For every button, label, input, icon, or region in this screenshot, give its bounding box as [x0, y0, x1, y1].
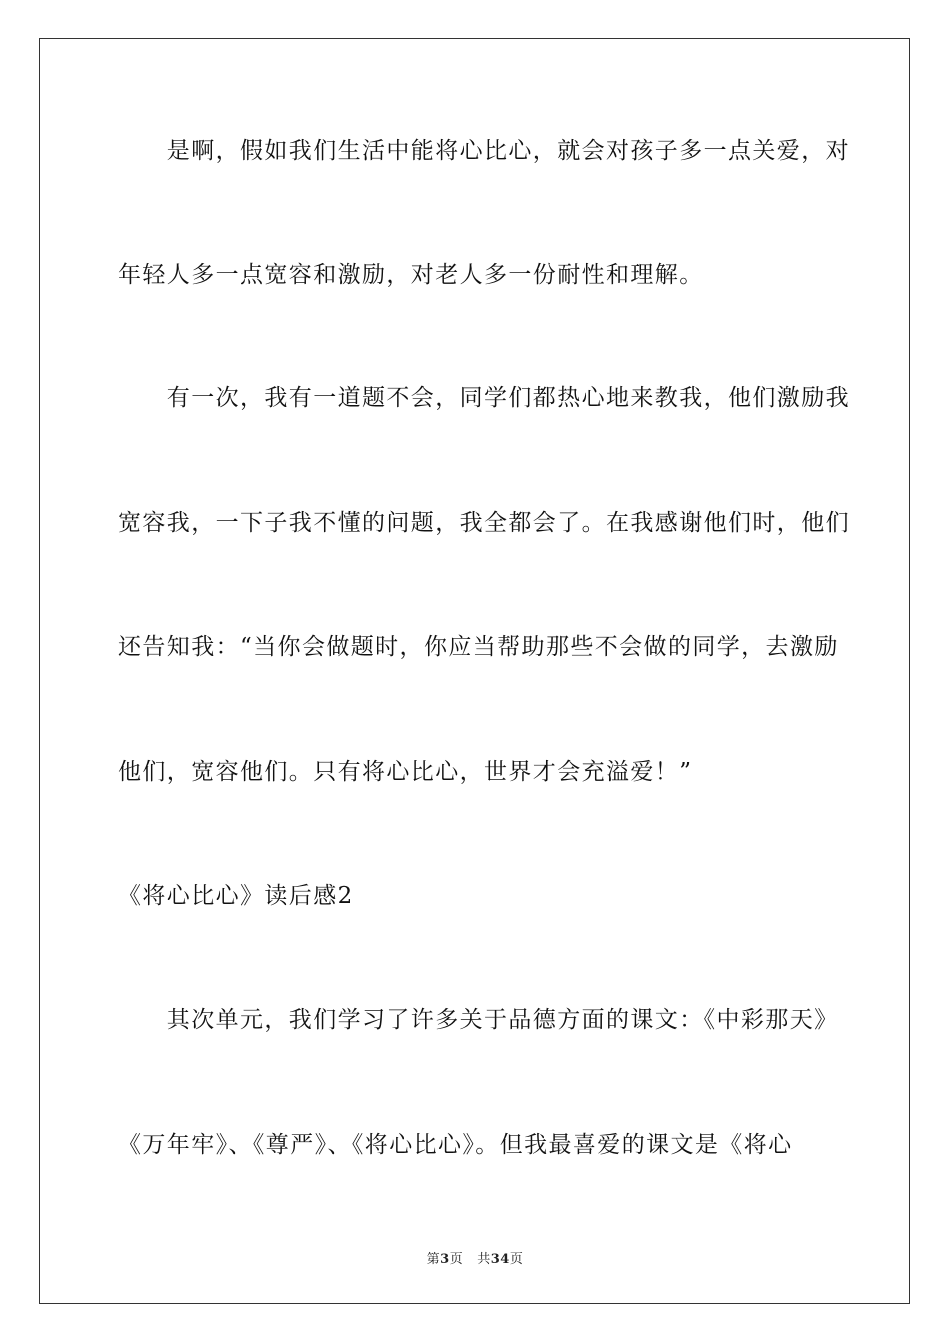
page-border: [39, 38, 910, 1304]
paragraph-line: 年轻人多一点宽容和激励，对老人多一份耐性和理解。: [118, 262, 704, 288]
total-pages: 34: [490, 1252, 510, 1267]
paragraph-line: 宽容我，一下子我不懂的问题，我全都会了。在我感谢他们时，他们: [118, 510, 850, 536]
paragraph-line: 其次单元，我们学习了许多关于品德方面的课文：《中彩那天》: [118, 1007, 839, 1033]
paragraph-line: 他们，宽容他们。只有将心比心，世界才会充溢爱！”: [118, 759, 693, 785]
page-suffix: 页: [449, 1252, 464, 1267]
paragraph-line: 还告知我：“当你会做题时，你应当帮助那些不会做的同学，去激励: [118, 634, 839, 660]
total-prefix: 共: [477, 1252, 491, 1267]
paragraph-line: 是啊，假如我们生活中能将心比心，就会对孩子多一点关爱，对: [118, 138, 850, 164]
page-number: 3: [440, 1252, 450, 1267]
section-heading: 《将心比心》读后感2: [118, 883, 354, 909]
paragraph-line: 有一次，我有一道题不会，同学们都热心地来教我，他们激励我: [118, 385, 850, 411]
page-footer: [0, 1248, 950, 1267]
paragraph-line: 《万年牢》、《尊严》、《将心比心》。但我最喜爱的课文是《将心: [118, 1132, 793, 1158]
page-prefix: 第: [426, 1252, 441, 1267]
total-suffix: 页: [509, 1252, 524, 1267]
